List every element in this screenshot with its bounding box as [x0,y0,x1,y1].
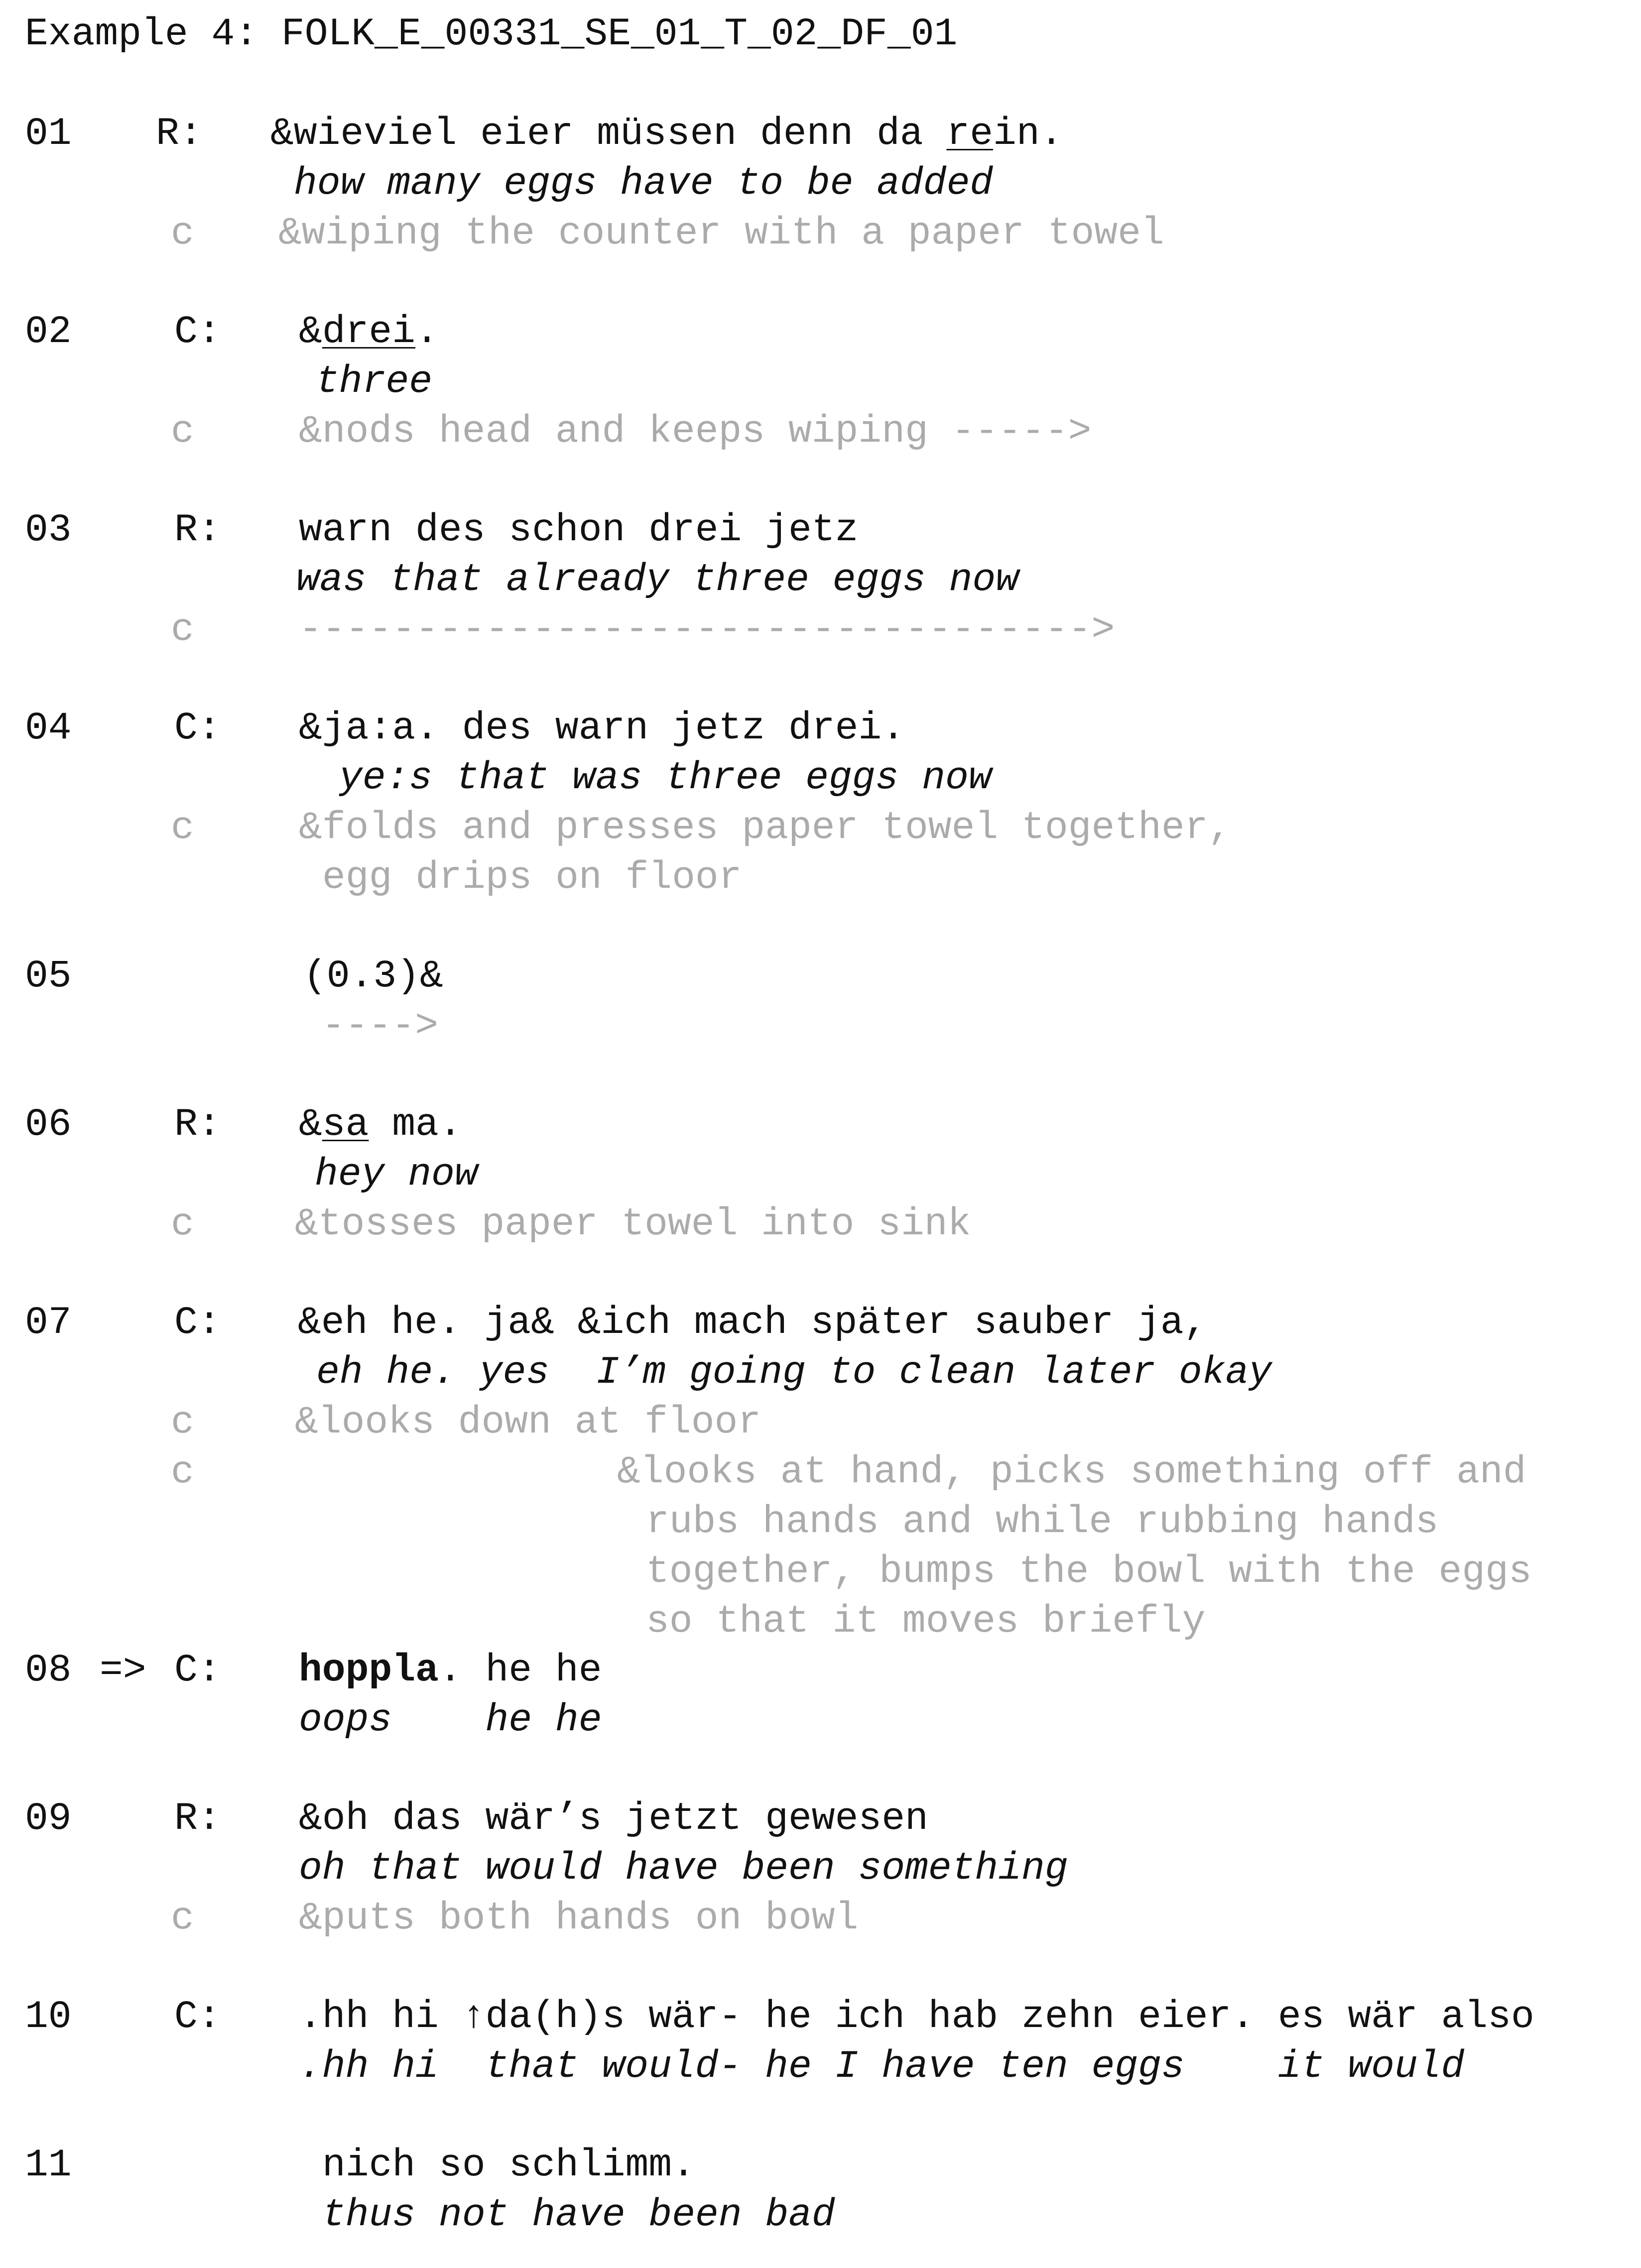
utterance [299,1646,602,1695]
speaker-label: R: [156,112,203,156]
line-number: 01 [25,112,72,156]
action-comment: &nods head and keeps wiping -----> [299,410,1092,454]
utterance-text: . he he [438,1649,602,1692]
speaker-label: C: [174,310,221,354]
line-number: 02 [25,310,72,354]
comment-tag: c [171,1450,194,1494]
action-comment: &folds and presses paper towel together, [299,806,1232,850]
translation: thus not have been bad [322,2193,835,2237]
translation: three [316,360,433,404]
translation: eh he. yes I’m going to clean later okay [316,1351,1272,1395]
utterance-text: ma. [369,1103,462,1147]
utterance-text: & [299,310,322,354]
utterance: &eh he. ja& &ich mach später sauber ja, [298,1301,1207,1345]
action-comment: ----------------------------------> [299,608,1115,652]
translation: .hh hi that would- he I have ten eggs it would [299,2045,1465,2089]
comment-tag: c [171,608,194,652]
translation: hey now [315,1153,478,1196]
comment-tag: c [171,1897,194,1940]
speaker-label: R: [174,1103,221,1147]
stressed-syllable: re [946,112,994,156]
line-number: 10 [25,1995,72,2039]
utterance [299,1100,462,1150]
utterance-text: & [299,1103,322,1147]
action-comment-continued: so that it moves briefly [646,1600,1206,1644]
action-comment: &wiping the counter with a paper towel [278,212,1164,255]
utterance: warn des schon drei jetz [299,508,859,552]
speaker-label: R: [174,1797,221,1841]
comment-tag: c [171,410,194,454]
stressed-syllable: sa [322,1103,369,1147]
line-number: 11 [25,2144,72,2187]
utterance: &ja:a. des warn jetz drei. [299,707,905,750]
utterance: .hh hi ↑da(h)s wär- he ich hab zehn eier. es wär also [299,1995,1534,2039]
comment-tag: c [171,212,194,255]
action-comment: ----> [322,1004,439,1048]
speaker-label: C: [174,707,221,750]
utterance [270,109,1063,159]
translation: oh that would have been something [299,1847,1068,1891]
utterance [299,307,439,357]
translation: ye:s that was three eggs now [339,756,992,800]
focus-arrow: => [100,1649,146,1692]
translation: how many eggs have to be added [294,162,994,206]
focus-word: hoppla [299,1649,439,1692]
comment-tag: c [171,1401,194,1444]
action-comment-continued: rubs hands and while rubbing hands [646,1500,1439,1544]
example-title: Example 4: FOLK_E_00331_SE_01_T_02_DF_01 [25,12,958,56]
action-comment: &looks down at floor [295,1401,761,1444]
line-number: 04 [25,707,72,750]
pause: (0.3)& [303,955,443,998]
line-number: 03 [25,508,72,552]
line-number: 09 [25,1797,72,1841]
line-number: 05 [25,955,72,998]
utterance-text: . [415,310,439,354]
line-number: 07 [25,1301,72,1345]
stressed-syllable: drei [322,310,416,354]
line-number: 06 [25,1103,72,1147]
action-comment-continued: egg drips on floor [322,856,742,900]
speaker-label: R: [174,508,221,552]
utterance-text: &wieviel eier müssen denn da [270,112,947,156]
action-comment: &looks at hand, picks something off and [617,1450,1526,1494]
speaker-label: C: [174,1649,221,1692]
utterance: nich so schlimm. [322,2144,695,2187]
translation: was that already three eggs now [296,558,1019,602]
comment-tag: c [171,1202,194,1246]
utterance-text: in. [993,112,1063,156]
line-number: 08 [25,1649,72,1692]
translation: oops he he [299,1698,602,1742]
action-comment: &puts both hands on bowl [299,1897,859,1940]
comment-tag: c [171,806,194,850]
speaker-label: C: [174,1301,221,1345]
utterance: &oh das wär’s jetzt gewesen [299,1797,928,1841]
speaker-label: C: [174,1995,221,2039]
action-comment: &tosses paper towel into sink [295,1202,971,1246]
action-comment-continued: together, bumps the bowl with the eggs [646,1550,1532,1594]
